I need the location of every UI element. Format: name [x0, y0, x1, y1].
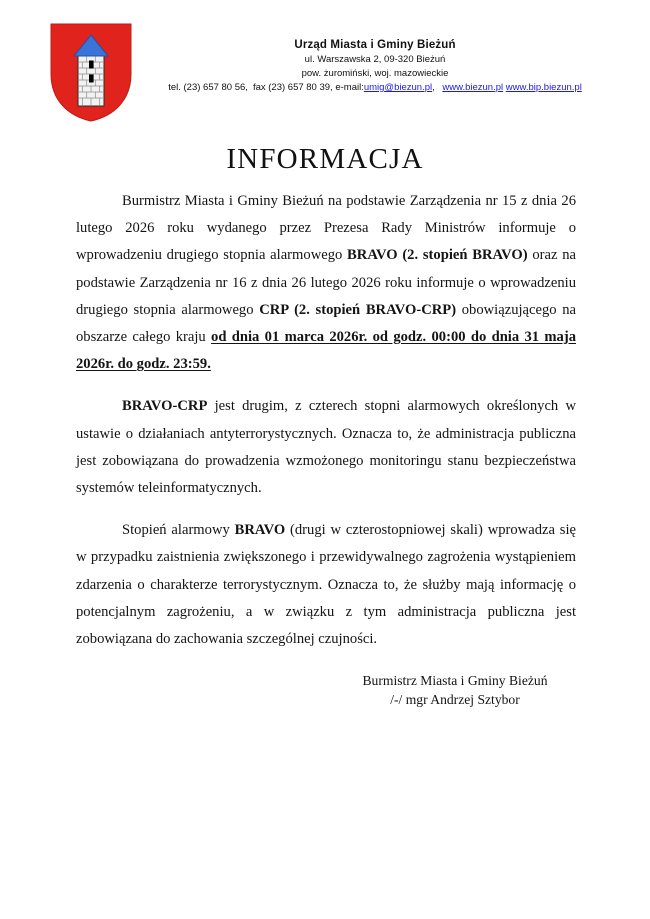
p3-text-part-1: Stopień alarmowy: [122, 522, 235, 539]
signature-title: Burmistrz Miasta i Gminy Bieżuń: [362, 673, 548, 688]
paragraph-bravo-definition: [76, 517, 576, 653]
email-link[interactable]: umig@biezun.pl: [363, 82, 433, 93]
p1-text-part-2: oraz na podstawie Zarządzenia nr 16 z dnia 26 lutego 2026 roku informuje o wprowadzeniu drugiego stopnia alarmowego: [76, 247, 576, 318]
p2-bravo-crp-emphasis: BRAVO-CRP: [122, 398, 208, 415]
website-link[interactable]: www.biezun.pl: [442, 82, 504, 93]
coat-of-arms-icon: [48, 22, 134, 122]
organization-name: Urząd Miasta i Gminy Bieżuń: [294, 39, 456, 51]
document-body: [76, 188, 576, 653]
email-label: e-mail:: [335, 82, 364, 93]
p1-text-part-3: obowiązującego na obszarze całego kraju: [76, 301, 577, 346]
p1-crp-emphasis: CRP (2. stopień BRAVO-CRP): [259, 301, 457, 318]
bip-website-link[interactable]: www.bip.biezun.pl: [505, 82, 582, 93]
fax-label: fax (23) 657 80 39,: [252, 82, 333, 93]
organization-header: [140, 38, 610, 95]
page-title: INFORMACJA: [226, 143, 424, 175]
p2-text-part-1: jest drugim, z czterech stopni alarmowych określonych w ustawie o działaniach antyterrorystycznych. Oznacza to, że administracja publiczna jest zobowiązana do prowadzenia wzmożonego monitoringu stanu bezpieczeństwa systemów teleinformatycznych.: [76, 398, 576, 497]
paragraph-alert-levels-announcement: [76, 188, 576, 378]
p1-validity-period: od dnia 01 marca 2026r. od godz. 00:00 do dnia 31 maja 2026r. do godz. 23:59.: [76, 329, 576, 373]
p3-text-part-2: (drugi w czterostopniowej skali) wprowadza się w przypadku zaistnienia zwiększonego i przewidywalnego zagrożenia wystąpieniem zdarzenia o charakterze terrorystycznym. Oznacza to, że służby mają informację o potencjalnym zagrożeniu, a w związku z tym administracja publiczna jest zobowiązana do zachowania szczególnej czujności.: [76, 522, 577, 648]
organization-region: pow. żuromiński, woj. mazowieckie: [301, 67, 449, 79]
p1-bravo-emphasis: BRAVO (2. stopień BRAVO): [347, 247, 528, 264]
signature-name: /-/ mgr Andrzej Sztybor: [390, 692, 520, 707]
p1-text-part-1: Burmistrz Miasta i Gminy Bieżuń na podstawie Zarządzenia nr 15 z dnia 26 lutego 2026 roku wydanego przez Prezesa Rady Ministrów informuje o wprowadzeniu drugiego stopnia alarmowego: [76, 193, 576, 264]
signature-block: [330, 671, 580, 709]
email-trailing-comma: ,: [432, 82, 435, 93]
phone-label: tel. (23) 657 80 56,: [168, 82, 248, 93]
organization-address: ul. Warszawska 2, 09-320 Bieżuń: [304, 54, 446, 65]
organization-contact-line: [140, 81, 610, 95]
paragraph-bravo-crp-definition: [76, 393, 576, 502]
letterhead: [0, 0, 650, 118]
p3-bravo-emphasis: BRAVO: [234, 522, 286, 539]
